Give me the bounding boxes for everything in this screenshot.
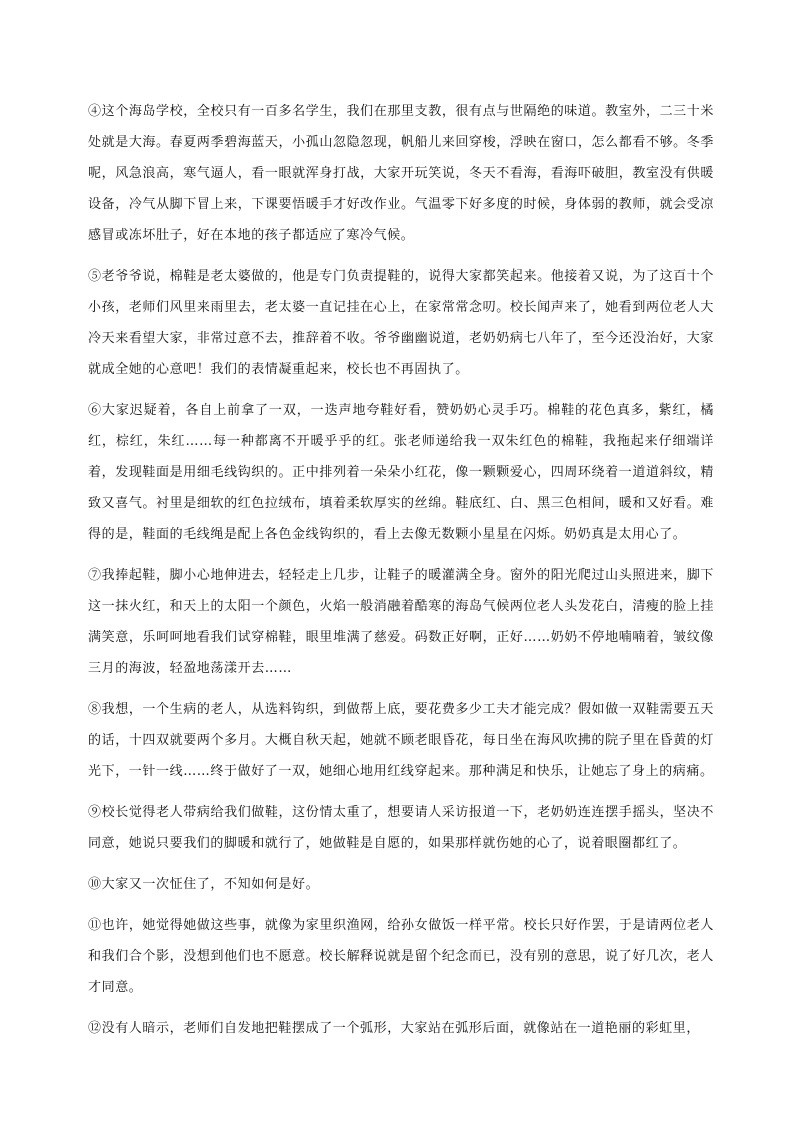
paragraph-11: ⑪也许，她觉得她做这些事，就像为家里织渔网，给孙女做饭一样平常。校长只好作罢，于是请两位老人和我们合个影，没想到他们也不愿意。校长解释说就是留个纪念而已，没有别的意思，说了好几次，老人才同意。 — [88, 918, 714, 995]
paragraph-8: ⑧我想，一个生病的老人，从选料钩织，到做帮上底，要花费多少工夫才能完成？假如做一双鞋需要五天的话，十四双就要两个多月。大概自秋天起，她就不顾老眼昏花，每日坐在海风吹拂的院子里在昏黄的灯光下，一针一线……终于做好了一双，她细心地用红线穿起来。那种满足和快乐，让她忘了身上的病痛。 — [88, 702, 714, 779]
paragraph-5: ⑤老爷爷说，棉鞋是老太婆做的，他是专门负责提鞋的，说得大家都笑起来。他接着又说，为了这百十个小孩，老师们风里来雨里去，老太婆一直记挂在心上，在家常常念叨。校长闻声来了，她看到两位老人大冷天来看望大家，非常过意不去，推辞着不收。爷爷幽幽说道，老奶奶病七八年了，至今还没治好，大家就成全她的心意吧！我们的表情凝重起来，校长也不再固执了。 — [88, 269, 714, 377]
document-body — [88, 96, 714, 1054]
paragraph-6: ⑥大家迟疑着，各自上前拿了一双，一迭声地夸鞋好看，赞奶奶心灵手巧。棉鞋的花色真多，紫红，橘红，棕红，朱红……每一种都离不开暖乎乎的红。张老师递给我一双朱红色的棉鞋，我拖起来仔细端详着，发现鞋面是用细毛线钩织的。正中排列着一朵朵小红花，像一颗颗爱心，四周环绕着一道道斜纹，精致又喜气。衬里是细软的红色拉绒布，填着柔软厚实的丝绵。鞋底红、白、黑三色相间，暖和又好看。难得的是，鞋面的毛线绳是配上各色金线钩织的，看上去像无数颗小星星在闪烁。奶奶真是太用心了。 — [88, 403, 714, 542]
paragraph-7: ⑦我捧起鞋，脚小心地伸进去，轻轻走上几步，让鞋子的暖灌满全身。窗外的阳光爬过山头照进来，脚下这一抹火红，和天上的太阳一个颜色，火焰一般消融着酷寒的海岛气候两位老人头发花白，清瘦的脸上挂满笑意，乐呵呵地看我们试穿棉鞋，眼里堆满了慈爱。码数正好啊，正好……奶奶不停地喃喃着，皱纹像三月的海波，轻盈地荡漾开去…… — [88, 568, 714, 676]
paragraph-10: ⑩大家又一次怔住了，不知如何是好。 — [88, 877, 320, 892]
paragraph-9: ⑨校长觉得老人带病给我们做鞋，这份情太重了，想要请人采访报道一下，老奶奶连连摆手摇头，坚决不同意，她说只要我们的脚暖和就行了，她做鞋是自愿的，如果那样就伤她的心了，说着眼圈都红了。 — [88, 805, 714, 851]
paragraph-4: ④这个海岛学校，全校只有一百多名学生，我们在那里支教，很有点与世隔绝的味道。教室外，二三十米处就是大海。春夏两季碧海蓝天，小孤山忽隐忽现，帆船儿来回穿梭，浮映在窗口，怎么都看不够。冬季呢，风急浪高，寒气逼人，看一眼就浑身打战，大家开玩笑说，冬天不看海，看海吓破胆，教室没有供暖设备，冷气从脚下冒上来，下课要悟暖手才好改作业。气温零下好多度的时候，身体弱的教师，就会受凉感冒或冻坏肚子，好在本地的孩子都适应了寒冷气候。 — [88, 104, 714, 243]
paragraph-12: ⑫没有人暗示，老师们自发地把鞋摆成了一个弧形，大家站在弧形后面，就像站在一道艳丽的彩虹里， — [88, 1021, 701, 1036]
